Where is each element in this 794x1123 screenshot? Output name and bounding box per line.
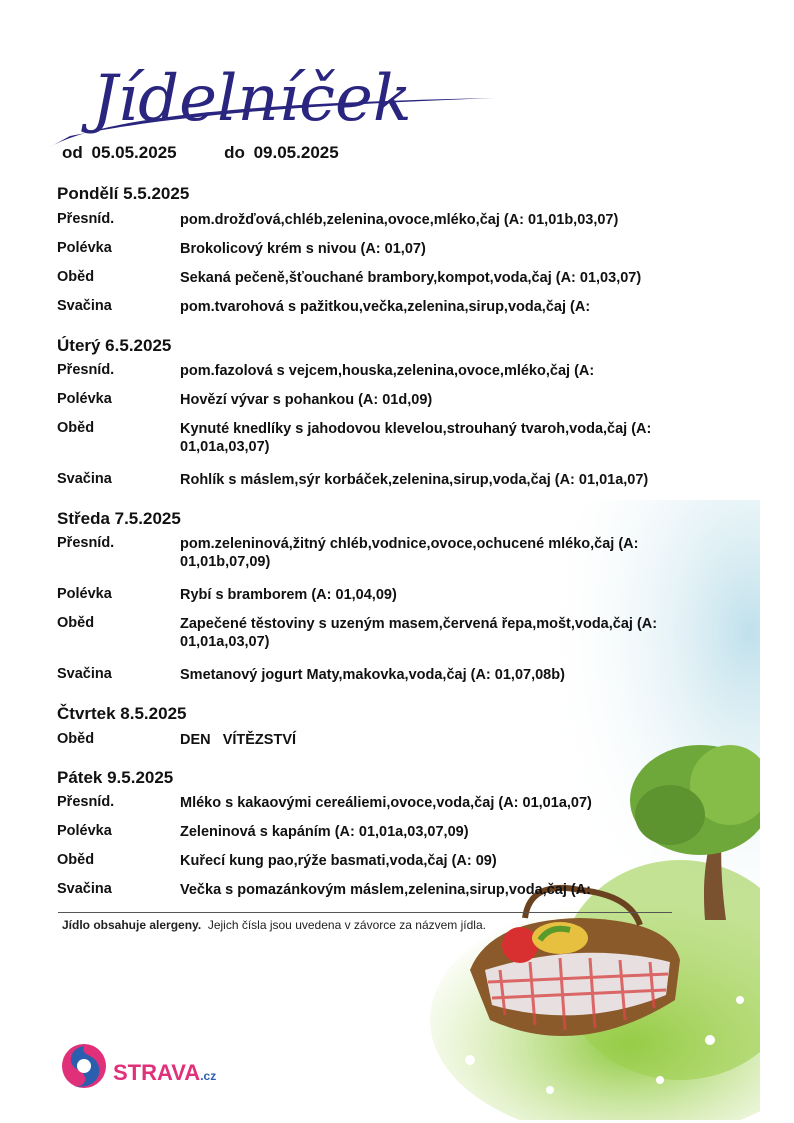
meal-label: Přesníd. (57, 535, 115, 551)
day-heading-monday: Pondělí 5.5.2025 (57, 184, 190, 203)
meal-label: Svačina (57, 881, 112, 897)
meal-text: Hovězí vývar s pohankou (A: 01d,09) (180, 392, 433, 408)
meal-label: Polévka (57, 240, 112, 256)
meal-text: pom.tvarohová s pažitkou,večka,zelenina,sirup,voda,čaj (A: (180, 299, 591, 315)
day-heading-tuesday: Úterý 6.5.2025 (57, 336, 172, 355)
meal-label: Přesníd. (57, 794, 115, 810)
logo-suffix: .cz (200, 1069, 217, 1083)
meal-text: Zapečené těstoviny s uzeným masem,červená řepa,mošt,voda,čaj (A: 01,01a,03,07) (180, 616, 658, 650)
meal-text: pom.drožďová,chléb,zelenina,ovoce,mléko,čaj (A: 01,01b,03,07) (180, 212, 619, 228)
meal-label: Oběd (57, 731, 95, 747)
from-label: od (62, 143, 83, 162)
from-date: 05.05.2025 (91, 143, 177, 162)
meal-text: Brokolicový krém s nivou (A: 01,07) (180, 241, 426, 257)
meal-label: Polévka (57, 586, 112, 602)
menu-title (40, 48, 510, 158)
meal-label: Oběd (57, 615, 95, 631)
meal-label: Přesníd. (57, 211, 115, 227)
meal-label: Polévka (57, 823, 112, 839)
meal-label: Oběd (57, 269, 95, 285)
allergen-note-rest: Jejich čísla jsou uvedena v závorce za názvem jídla. (201, 918, 486, 932)
to-date: 09.05.2025 (253, 143, 339, 162)
meal-text: Kynuté knedlíky s jahodovou klevelou,strouhaný tvaroh,voda,čaj (A: 01,01a,03,07) (180, 421, 652, 455)
meal-text: Mléko s kakaovými cereáliemi,ovoce,voda,čaj (A: 01,01a,07) (180, 795, 592, 811)
meal-label: Přesníd. (57, 362, 115, 378)
day-heading-friday: Pátek 9.5.2025 (57, 768, 174, 787)
meal-text: Sekaná pečeně,šťouchané brambory,kompot,voda,čaj (A: 01,03,07) (180, 270, 642, 286)
menu-title-text: Jídelníček (92, 62, 412, 136)
strava-logo-icon (60, 1042, 108, 1090)
meal-label: Oběd (57, 852, 95, 868)
allergen-note (62, 918, 486, 932)
footer-divider (58, 912, 672, 913)
allergen-note-bold: Jídlo obsahuje alergeny. (62, 918, 202, 932)
meal-text: Rybí s bramborem (A: 01,04,09) (180, 587, 397, 603)
day-heading-wednesday: Středa 7.5.2025 (57, 509, 181, 528)
meal-text: Zeleninová s kapáním (A: 01,01a,03,07,09) (180, 824, 469, 840)
meal-text: Rohlík s máslem,sýr korbáček,zelenina,sirup,voda,čaj (A: 01,01a,07) (180, 472, 649, 488)
meal-text: pom.zeleninová,žitný chléb,vodnice,ovoce,ochucené mléko,čaj (A: 01,01b,07,09) (180, 536, 639, 570)
meal-text: Kuřecí kung pao,rýže basmati,voda,čaj (A: 09) (180, 853, 497, 869)
day-heading-thursday: Čtvrtek 8.5.2025 (57, 704, 187, 723)
meal-text: pom.fazolová s vejcem,houska,zelenina,ovoce,mléko,čaj (A: (180, 363, 595, 379)
to-label: do (224, 143, 245, 162)
meal-text: Večka s pomazánkovým máslem,zelenina,sirup,voda,čaj (A: (180, 882, 592, 898)
meal-text: DEN VÍTĚZSTVÍ (180, 732, 297, 748)
strava-logo-text (113, 1060, 216, 1086)
meal-label: Oběd (57, 420, 95, 436)
date-range (62, 143, 343, 163)
meal-label: Svačina (57, 666, 112, 682)
meal-label: Polévka (57, 391, 112, 407)
meal-text: Smetanový jogurt Maty,makovka,voda,čaj (A: 01,07,08b) (180, 667, 565, 683)
logo-name: STRAVA (113, 1060, 201, 1085)
meal-label: Svačina (57, 298, 112, 314)
meal-label: Svačina (57, 471, 112, 487)
